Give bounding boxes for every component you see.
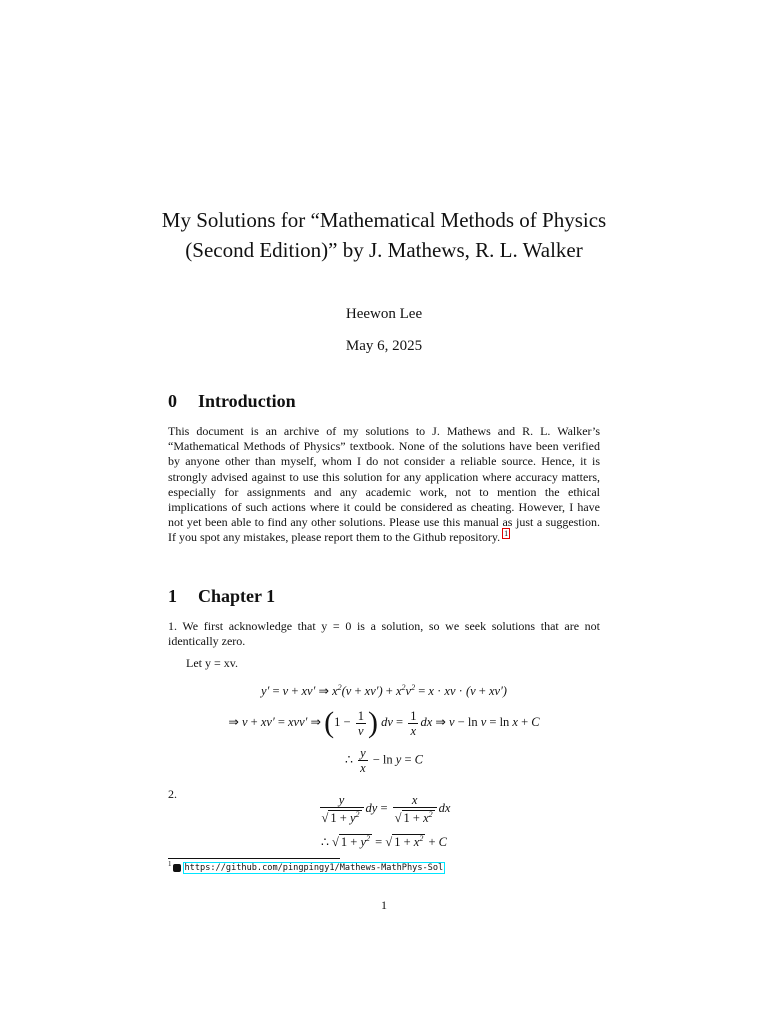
footnote-reference-link[interactable]: 1: [504, 529, 509, 539]
problem-2-label: 2.: [168, 787, 177, 801]
intro-paragraph: [168, 424, 600, 546]
document-title: My Solutions for “Mathematical Methods of Physics (Second Edition)” by J. Mathews, R. L. Walker: [161, 208, 607, 262]
github-icon: [173, 864, 181, 872]
repository-link[interactable]: https://github.com/pingpingy1/Mathews-MathPhys-Sol: [184, 863, 444, 873]
section-number: 0: [168, 391, 177, 411]
equation-derivative: y′ = v + xv′ ⇒ $x^2(v + xv') + x^2v^2 = x$ · xv · (v + xv′): [261, 683, 507, 699]
section-heading-chapter-1: [168, 586, 275, 607]
equation-result-2: ∴ √ $1 + y^2$ = √ $1 + x^2 + C$: [320, 834, 448, 850]
footnote-rule: [168, 858, 340, 859]
section-number: 1: [168, 586, 177, 606]
section-heading-introduction: [168, 391, 296, 412]
document-date: May 6, 2025: [345, 338, 423, 354]
problem-1-text: 1. We first acknowledge that y = 0 is a solution, so we seek solutions that are not identically zero.: [168, 619, 600, 649]
equation-separation: ⇒ v + xv′ = xvv′ ⇒ (1 − $\frac{1}{v}$ ) dv = $\frac{1}{x}$ dx ⇒ v − ln v = ln x + C: [228, 706, 540, 739]
footnote-mark: 1: [168, 860, 172, 868]
equation-result-1: ∴ $\frac{y}{x}$ − ln y = C: [344, 746, 423, 775]
section-title: Chapter 1: [198, 586, 276, 606]
equation-problem-2: $\frac{y}{√ 1 + y^2}$ dy = $\frac{x}{√ 1 + x^2}$ dx: [321, 793, 451, 826]
intro-text: This document is an archive of my solutions to J. Mathews and R. L. Walker’s “Mathematical Methods of Physics” textbook. None of the solutions have been verified by anyone other than myself, whom I do not consider a reliable source. Hence, it is strongly advised against to use this solution for any application where accuracy matters, especially for assignments and any academic work, not to mention the ethical implications of such actions where it could be considered as cheating. However, I have not yet been able to find any other solutions. Please use this manual as just a suggestion. If you spot any mistakes, please report them to the Github repository.: [168, 424, 600, 545]
problem-1-substitution: Let y = xv.: [186, 656, 238, 670]
section-title: Introduction: [198, 391, 296, 411]
author-name: Heewon Lee: [345, 306, 423, 322]
footnote: [168, 860, 445, 873]
page-number: 1: [381, 898, 387, 912]
